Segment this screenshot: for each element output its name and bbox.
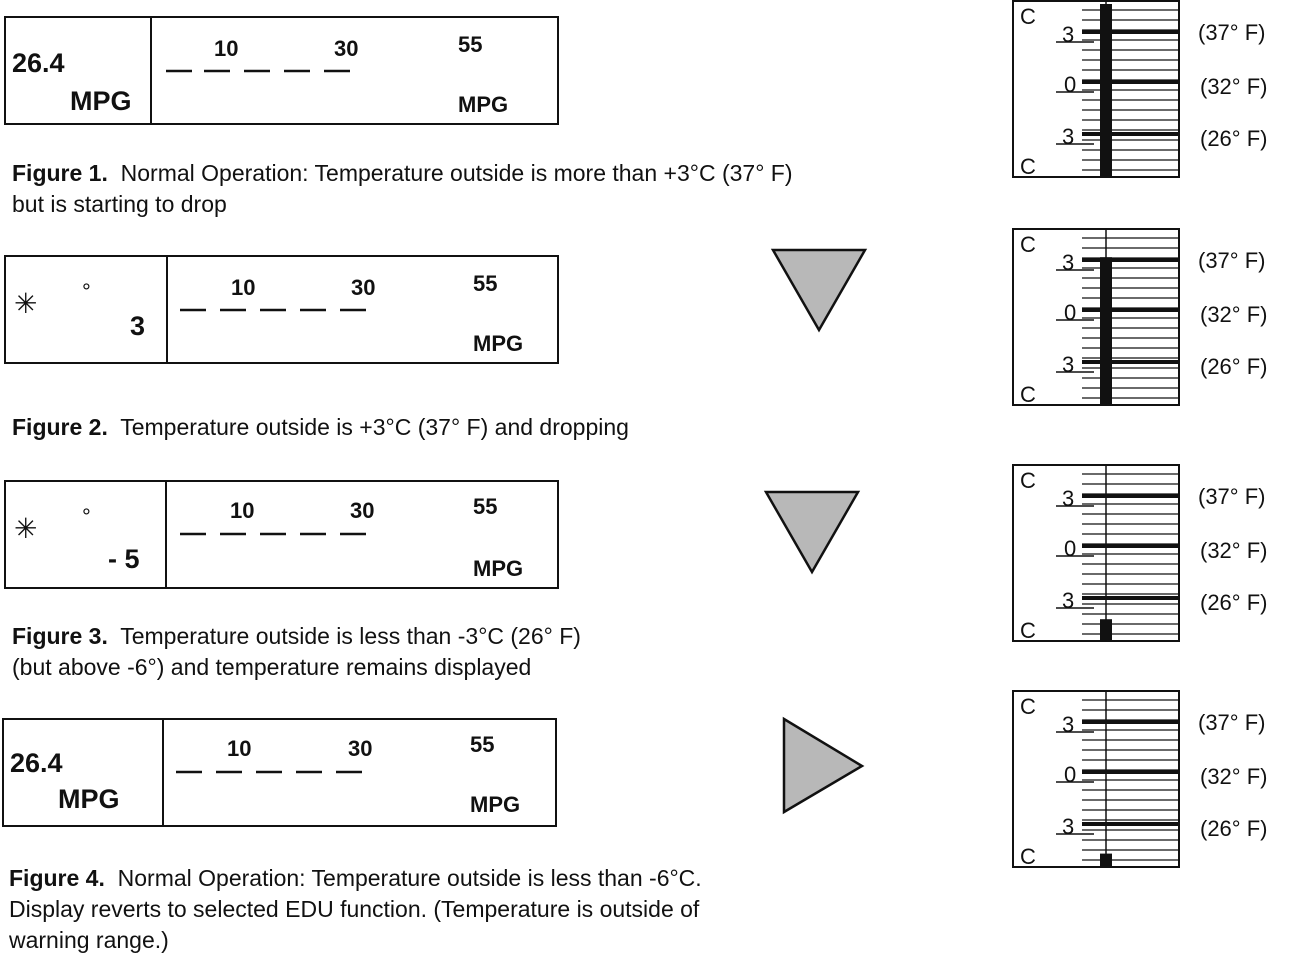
bar-tick-30: 30 <box>350 498 375 523</box>
caption-text: Normal Operation: Temperature outside is less than -6°C. <box>117 865 702 891</box>
trend-arrow-right <box>780 716 870 816</box>
gauge-mark-0: 0 <box>1064 536 1077 561</box>
gauge-f-26: (26° F) <box>1200 126 1268 151</box>
snowflake-icon: ✳ <box>14 513 38 544</box>
gauge-f-26: (26° F) <box>1200 354 1268 379</box>
bar-tick-10: 10 <box>214 36 239 61</box>
gauge-f-37: (37° F) <box>1198 710 1266 735</box>
gauge-fill-bar <box>1100 257 1112 404</box>
gauge-bottom-label: C <box>1020 844 1036 869</box>
gauge-svg <box>1012 228 1312 406</box>
gauge-top-label: C <box>1020 468 1036 493</box>
gauge-fill-bar <box>1100 619 1112 640</box>
gauge-f-37: (37° F) <box>1198 20 1266 45</box>
gauge-f-32: (32° F) <box>1200 538 1268 563</box>
caption-label: Figure 4. <box>9 865 105 891</box>
mpg-unit-left: MPG <box>70 86 132 116</box>
bar-tick-30: 30 <box>348 736 373 761</box>
edu-display-figure-4 <box>2 718 557 827</box>
temperature-value: - 5 <box>108 544 140 574</box>
caption-text: Temperature outside is +3°C (37° F) and dropping <box>120 414 629 440</box>
edu-display-figure-2 <box>4 255 559 364</box>
gauge-top-label: C <box>1020 232 1036 257</box>
gauge-mark-0: 0 <box>1064 72 1077 97</box>
gauge-mark-minus3: 3 <box>1062 352 1075 377</box>
bar-tick-55: 55 <box>473 494 498 519</box>
caption-label: Figure 3. <box>12 623 108 649</box>
caption-text-3: warning range.) <box>9 927 169 953</box>
caption-figure-1 <box>12 158 793 220</box>
thermometer-gauge-4 <box>1012 690 1312 868</box>
caption-text-2: (but above -6°) and temperature remains displayed <box>12 654 532 680</box>
thermometer-gauge-3 <box>1012 464 1312 642</box>
mpg-value: 26.4 <box>12 48 65 78</box>
mpg-unit-right: MPG <box>473 556 524 581</box>
caption-figure-4 <box>9 863 702 956</box>
gauge-f-32: (32° F) <box>1200 302 1268 327</box>
gauge-svg <box>1012 464 1312 642</box>
mpg-unit-right: MPG <box>473 331 524 356</box>
bar-tick-55: 55 <box>470 732 495 757</box>
bar-tick-30: 30 <box>334 36 359 61</box>
caption-figure-3 <box>12 621 581 683</box>
gauge-f-26: (26° F) <box>1200 590 1268 615</box>
gauge-mark-plus3: 3 <box>1062 250 1075 275</box>
bar-tick-55: 55 <box>473 271 498 296</box>
edu-display-figure-1 <box>4 16 559 125</box>
gauge-mark-minus3: 3 <box>1062 588 1075 613</box>
temperature-value: 3 <box>130 311 146 341</box>
degree-symbol: ° <box>82 279 91 304</box>
gauge-bottom-label: C <box>1020 382 1036 407</box>
mpg-unit-right: MPG <box>458 92 509 117</box>
snowflake-icon: ✳ <box>14 288 38 319</box>
gauge-svg <box>1012 690 1312 868</box>
gauge-mark-plus3: 3 <box>1062 22 1075 47</box>
gauge-bottom-label: C <box>1020 154 1036 179</box>
caption-label: Figure 2. <box>12 414 108 440</box>
thermometer-gauge-1 <box>1012 0 1312 178</box>
bar-tick-10: 10 <box>230 498 255 523</box>
gauge-f-26: (26° F) <box>1200 816 1268 841</box>
bar-tick-10: 10 <box>227 736 252 761</box>
gauge-mark-plus3: 3 <box>1062 712 1075 737</box>
gauge-f-32: (32° F) <box>1200 764 1268 789</box>
degree-symbol: ° <box>82 504 91 529</box>
gauge-top-label: C <box>1020 694 1036 719</box>
bar-tick-55: 55 <box>458 32 483 57</box>
bar-tick-30: 30 <box>351 275 376 300</box>
trend-arrow-down <box>763 488 863 578</box>
gauge-top-label: C <box>1020 4 1036 29</box>
caption-label: Figure 1. <box>12 160 108 186</box>
gauge-f-37: (37° F) <box>1198 248 1266 273</box>
gauge-bottom-label: C <box>1020 618 1036 643</box>
mpg-unit-right: MPG <box>470 792 521 817</box>
trend-arrow-down <box>770 246 870 336</box>
gauge-mark-0: 0 <box>1064 762 1077 787</box>
gauge-mark-plus3: 3 <box>1062 486 1075 511</box>
edu-display-figure-3 <box>4 480 559 589</box>
gauge-svg <box>1012 0 1312 178</box>
caption-text: Temperature outside is less than -3°C (26° F) <box>120 623 581 649</box>
gauge-f-32: (32° F) <box>1200 74 1268 99</box>
caption-text-2: but is starting to drop <box>12 191 227 217</box>
gauge-mark-0: 0 <box>1064 300 1077 325</box>
gauge-f-37: (37° F) <box>1198 484 1266 509</box>
mpg-value: 26.4 <box>10 748 63 778</box>
gauge-fill-bar <box>1100 4 1112 176</box>
gauge-mark-minus3: 3 <box>1062 814 1075 839</box>
mpg-unit-left: MPG <box>58 784 120 814</box>
bar-tick-10: 10 <box>231 275 256 300</box>
gauge-mark-minus3: 3 <box>1062 124 1075 149</box>
caption-text-2: Display reverts to selected EDU function. (Temperature is outside of <box>9 896 700 922</box>
thermometer-gauge-2 <box>1012 228 1312 406</box>
caption-text: Normal Operation: Temperature outside is more than +3°C (37° F) <box>120 160 793 186</box>
gauge-fill-bar <box>1100 854 1112 866</box>
caption-figure-2 <box>12 412 629 443</box>
